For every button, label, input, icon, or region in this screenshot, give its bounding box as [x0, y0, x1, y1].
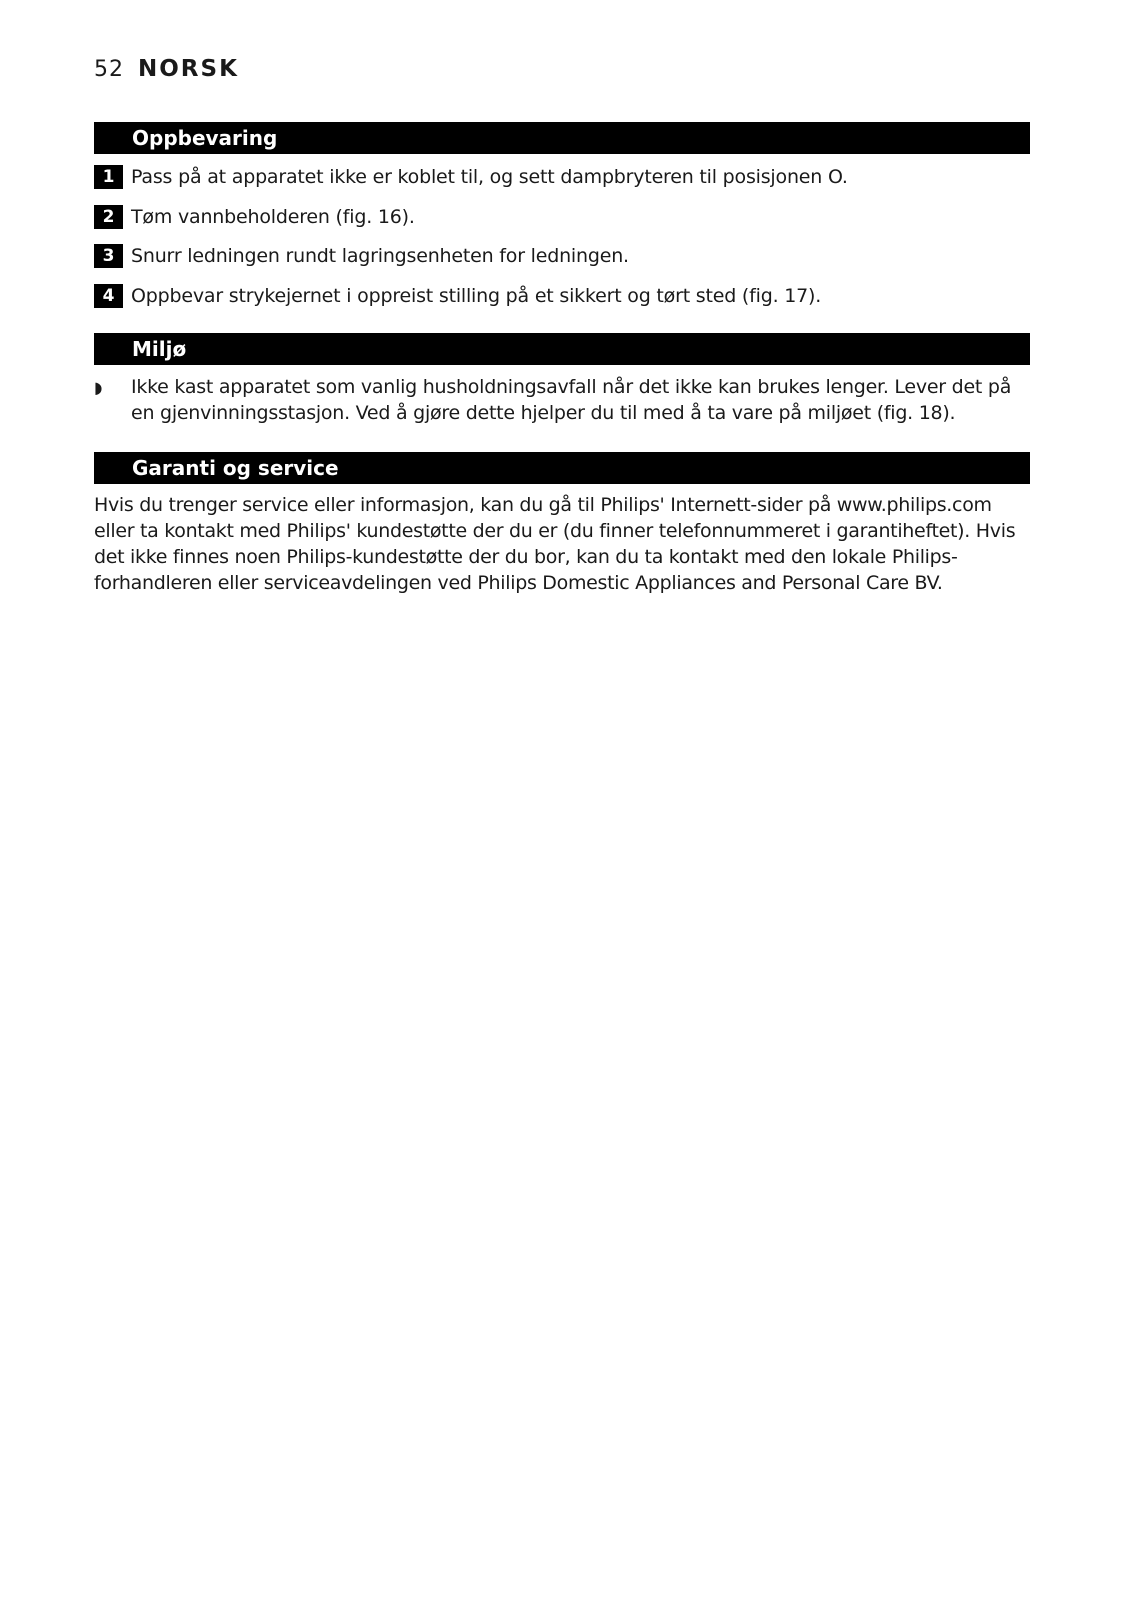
- step-text: Pass på at apparatet ikke er koblet til, og sett dampbryteren til posisjonen O.: [131, 166, 848, 188]
- step-item: [94, 282, 1030, 310]
- step-text: Tøm vannbeholderen (fig. 16).: [131, 206, 415, 228]
- running-header: [94, 56, 239, 88]
- step-number-badge: 4: [94, 284, 123, 308]
- bullet-text: Ikke kast apparatet som vanlig husholdningsavfall når det ikke kan brukes lenger. Lever det på en gjenvinningsstasjon. Ved å gjøre dette hjelper du til med å ta vare på miljøet (fig. 18).: [131, 376, 1012, 424]
- step-number-badge: 2: [94, 205, 123, 229]
- step-item: [94, 163, 1030, 191]
- step-number-badge: 3: [94, 244, 123, 268]
- step-item: [94, 242, 1030, 270]
- bullet-icon: ◗: [94, 378, 103, 397]
- section-heading-garanti-og-service: Garanti og service: [94, 452, 1030, 484]
- step-number-badge: 1: [94, 165, 123, 189]
- section-heading-oppbevaring: Oppbevaring: [94, 122, 1030, 154]
- language-label: NORSK: [138, 56, 239, 82]
- section-heading-miljo: Miljø: [94, 333, 1030, 365]
- bullet-list-item: [94, 374, 1030, 426]
- body-paragraph: Hvis du trenger service eller informasjon, kan du gå til Philips' Internett-sider på www.philips.com eller ta kontakt med Philips' kundestøtte der du er (du finner telefonnummeret i garantiheftet). Hvis det ikke finnes noen Philips-kundestøtte der du bor, kan du ta kontakt med den lokale Philips-forhandleren eller serviceavdelingen ved Philips Domestic Appliances and Personal Care BV.: [94, 494, 1016, 594]
- step-text: Oppbevar strykejernet i oppreist stilling på et sikkert og tørt sted (fig. 17).: [131, 285, 822, 307]
- step-text: Snurr ledningen rundt lagringsenheten for ledningen.: [131, 245, 629, 267]
- step-item: [94, 203, 1030, 231]
- page-number: 52: [94, 57, 124, 82]
